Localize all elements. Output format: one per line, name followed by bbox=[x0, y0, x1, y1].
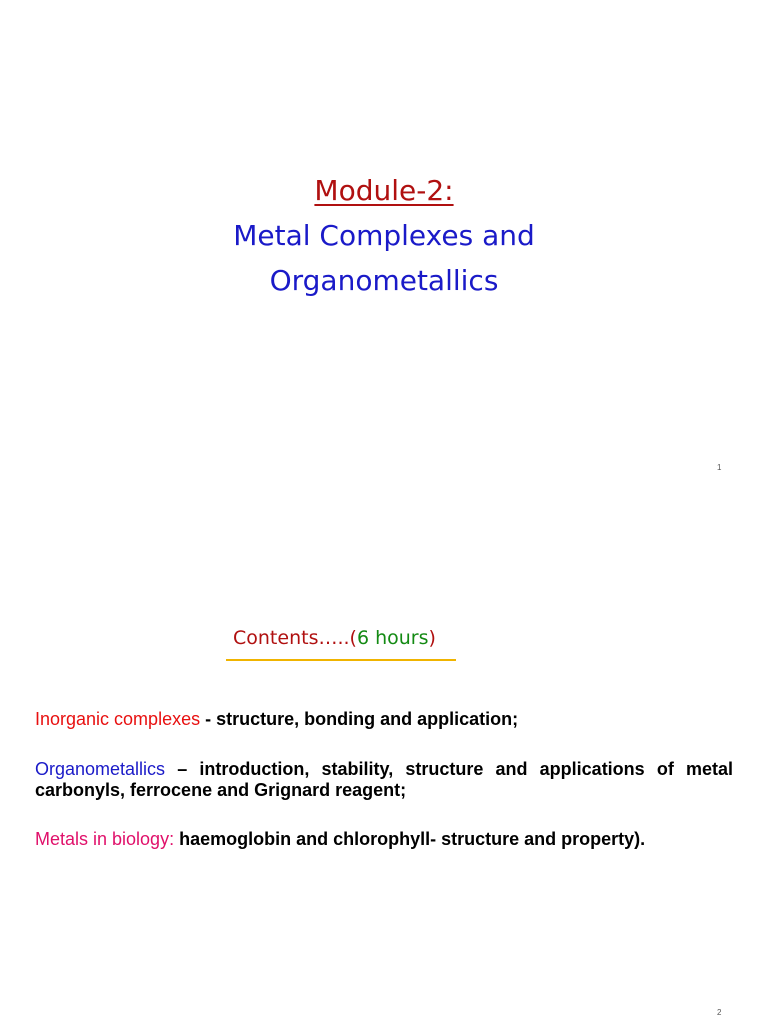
content-item-inorganic bbox=[35, 709, 733, 730]
item-text-metals-biology: haemoglobin and chlorophyll- structure and property). bbox=[174, 829, 646, 849]
contents-close-paren: ) bbox=[428, 627, 436, 649]
title-block bbox=[0, 168, 768, 303]
contents-heading bbox=[233, 625, 436, 651]
module-title: Module-2: bbox=[314, 174, 454, 207]
page-number-2: 2 bbox=[717, 1008, 722, 1017]
slide-2 bbox=[0, 512, 768, 1024]
contents-hours: 6 hours bbox=[356, 627, 429, 649]
content-item-metals-biology bbox=[35, 829, 733, 850]
content-item-organometallics bbox=[35, 759, 733, 801]
item-text-inorganic: - structure, bonding and application; bbox=[200, 709, 519, 729]
keyword-organometallics: Organometallics bbox=[35, 759, 166, 779]
item-text-organometallics: – introduction, stability, structure and applications of metal carbonyls, ferrocene and Grignard reagent; bbox=[35, 759, 733, 800]
contents-label: Contents…..( bbox=[233, 627, 357, 649]
subtitle-line-2: Organometallics bbox=[269, 264, 499, 297]
page-number-1: 1 bbox=[717, 463, 722, 472]
subtitle-line-1: Metal Complexes and bbox=[233, 219, 535, 252]
keyword-metals-in-biology: Metals in biology: bbox=[35, 829, 175, 849]
contents-underline bbox=[226, 659, 456, 661]
keyword-inorganic-complexes: Inorganic complexes bbox=[35, 709, 201, 729]
